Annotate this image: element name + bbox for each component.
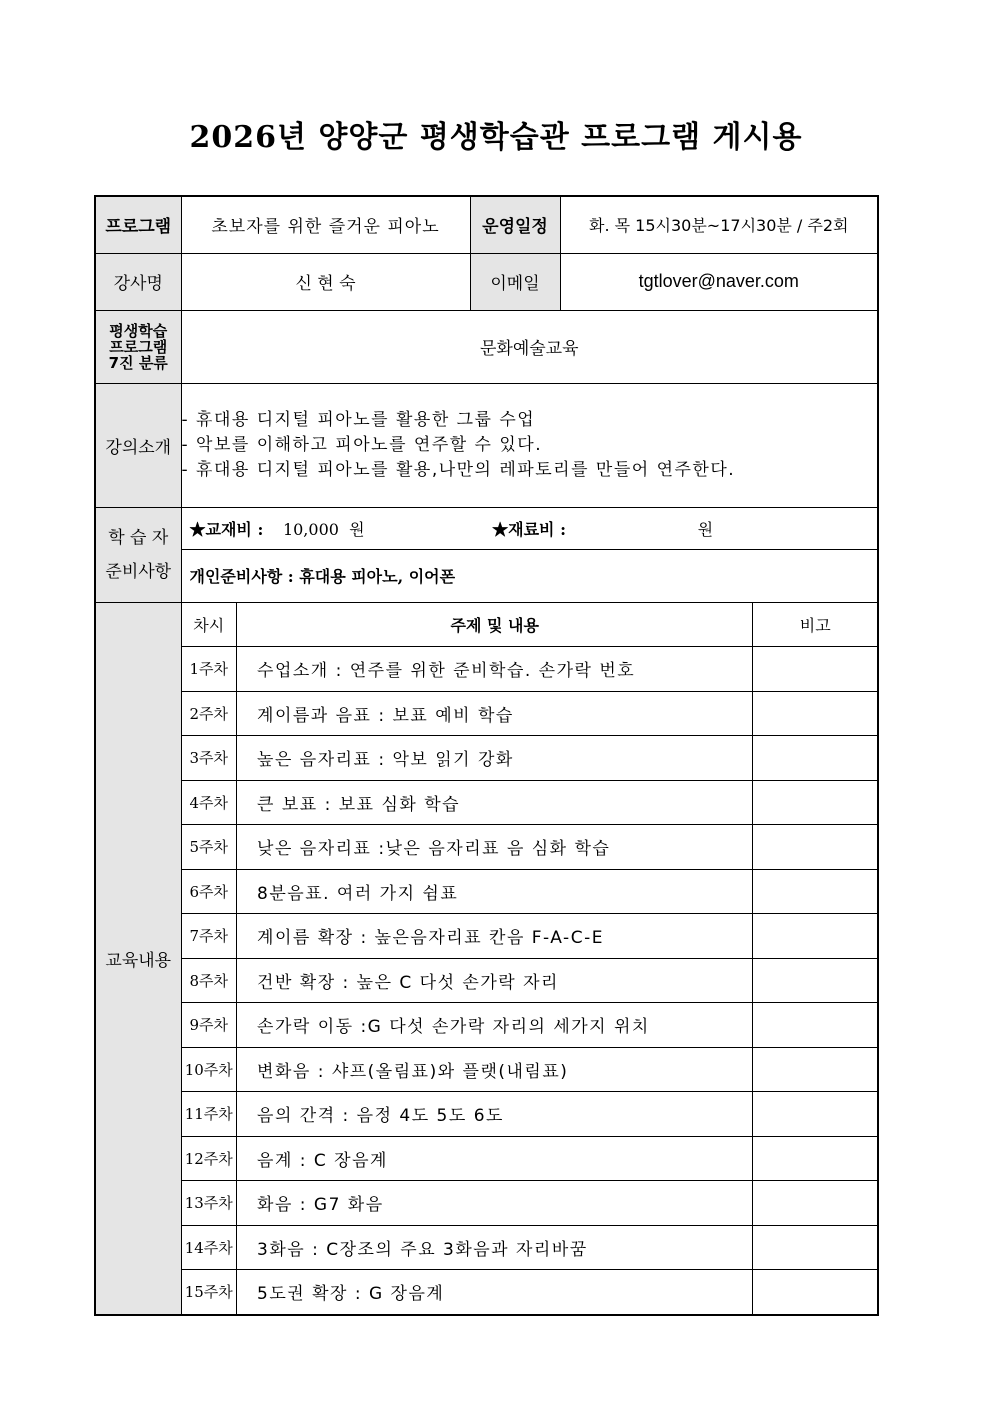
topic-cell: 음의 간격 : 음정 4도 5도 6도 [237, 1092, 753, 1137]
note-cell [753, 1225, 877, 1270]
email-label: 이메일 [470, 253, 560, 310]
prep-label-line: 준비사항 [105, 561, 172, 582]
note-cell [753, 1092, 877, 1137]
email-value: tgtlover@naver.com [560, 253, 878, 310]
curriculum-row [182, 1092, 878, 1137]
category-label-line: 프로그램 [109, 337, 168, 356]
note-cell [753, 691, 877, 736]
intro-line: - 휴대용 디지털 피아노를 활용한 그룹 수업 [181, 409, 536, 430]
curriculum-row [182, 1136, 878, 1181]
topic-cell: 8분음표. 여러 가지 쉼표 [237, 869, 753, 914]
topic-cell: 손가락 이동 :G 다섯 손가락 자리의 세가지 위치 [237, 1003, 753, 1048]
curriculum-row [182, 1225, 878, 1270]
session-header: 차시 [182, 603, 237, 647]
page-title: 2026년 양양군 평생학습관 프로그램 게시용 [189, 120, 803, 155]
note-cell [753, 1270, 877, 1314]
topic-cell: 수업소개 : 연주를 위한 준비학습. 손가락 번호 [237, 647, 753, 692]
week-cell: 4주차 [182, 780, 237, 825]
curriculum-label: 교육내용 [95, 602, 181, 1315]
program-info-table [94, 195, 879, 1316]
curriculum-row [182, 647, 878, 692]
note-cell [753, 736, 877, 781]
curriculum-row [182, 1270, 878, 1314]
week-cell: 9주차 [182, 1003, 237, 1048]
curriculum-row [182, 914, 878, 959]
week-cell: 1주차 [182, 647, 237, 692]
note-cell [753, 1136, 877, 1181]
week-cell: 3주차 [182, 736, 237, 781]
instructor-value: 신 현 숙 [181, 253, 470, 310]
week-cell: 10주차 [182, 1047, 237, 1092]
curriculum-row [182, 691, 878, 736]
personal-prep: 개인준비사항 : 휴대용 피아노, 이어폰 [182, 550, 878, 602]
note-cell [753, 647, 877, 692]
topic-cell: 화음 : G7 화음 [237, 1181, 753, 1226]
material-value: 원 [697, 519, 714, 539]
note-cell [753, 1181, 877, 1226]
prep-content [181, 507, 878, 602]
week-cell: 7주차 [182, 914, 237, 959]
schedule-label: 운영일정 [470, 196, 560, 253]
curriculum-table [182, 603, 878, 1314]
note-cell [753, 914, 877, 959]
note-cell [753, 780, 877, 825]
prep-label [95, 507, 181, 602]
topic-cell: 건반 확장 : 높은 C 다섯 손가락 자리 [237, 958, 753, 1003]
week-cell: 14주차 [182, 1225, 237, 1270]
week-cell: 11주차 [182, 1092, 237, 1137]
textbook-label: ★교재비 : [189, 519, 264, 539]
curriculum-row [182, 1003, 878, 1048]
category-label [95, 310, 181, 383]
material-label: ★재료비 : [492, 519, 566, 539]
textbook-value: 10,000 원 [282, 519, 365, 539]
week-cell: 8주차 [182, 958, 237, 1003]
week-cell: 5주차 [182, 825, 237, 870]
curriculum-row [182, 1181, 878, 1226]
note-cell [753, 1047, 877, 1092]
curriculum-row [182, 780, 878, 825]
topic-cell: 낮은 음자리표 :낮은 음자리표 음 심화 학습 [237, 825, 753, 870]
program-label: 프로그램 [95, 196, 181, 253]
note-cell [753, 869, 877, 914]
curriculum-row [182, 958, 878, 1003]
curriculum-row [182, 869, 878, 914]
week-cell: 13주차 [182, 1181, 237, 1226]
topic-cell: 계이름 확장 : 높은음자리표 칸음 F-A-C-E [237, 914, 753, 959]
note-cell [753, 825, 877, 870]
intro-label: 강의소개 [95, 383, 181, 507]
topic-cell: 음계 : C 장음계 [237, 1136, 753, 1181]
category-label-line: 평생학습 [109, 321, 168, 340]
schedule-value: 화. 목 15시30분~17시30분 / 주2회 [560, 196, 878, 253]
curriculum-header-row [182, 603, 878, 647]
topic-cell: 계이름과 음표 : 보표 예비 학습 [237, 691, 753, 736]
topic-header: 주제 및 내용 [237, 603, 753, 647]
note-header: 비고 [753, 603, 877, 647]
curriculum-row [182, 736, 878, 781]
topic-cell: 높은 음자리표 : 악보 읽기 강화 [237, 736, 753, 781]
category-value: 문화예술교육 [181, 310, 878, 383]
week-cell: 12주차 [182, 1136, 237, 1181]
curriculum-row [182, 825, 878, 870]
intro-content [181, 383, 878, 507]
topic-cell: 변화음 : 샤프(올림표)와 플랫(내림표) [237, 1047, 753, 1092]
category-label-line: 7진 분류 [108, 353, 168, 372]
program-value: 초보자를 위한 즐거운 피아노 [181, 196, 470, 253]
topic-cell: 큰 보표 : 보표 심화 학습 [237, 780, 753, 825]
fee-row [182, 508, 878, 550]
note-cell [753, 1003, 877, 1048]
note-cell [753, 958, 877, 1003]
week-cell: 2주차 [182, 691, 237, 736]
intro-line: - 악보를 이해하고 피아노를 연주할 수 있다. [181, 434, 543, 455]
prep-label-line: 학 습 자 [108, 527, 169, 548]
week-cell: 6주차 [182, 869, 237, 914]
topic-cell: 3화음 : C장조의 주요 3화음과 자리바꿈 [237, 1225, 753, 1270]
topic-cell: 5도권 확장 : G 장음계 [237, 1270, 753, 1314]
curriculum-row [182, 1047, 878, 1092]
intro-line: - 휴대용 디지털 피아노를 활용,나만의 레파토리를 만들어 연주한다. [181, 459, 736, 480]
instructor-label: 강사명 [95, 253, 181, 310]
week-cell: 15주차 [182, 1270, 237, 1314]
curriculum-content [181, 602, 878, 1315]
